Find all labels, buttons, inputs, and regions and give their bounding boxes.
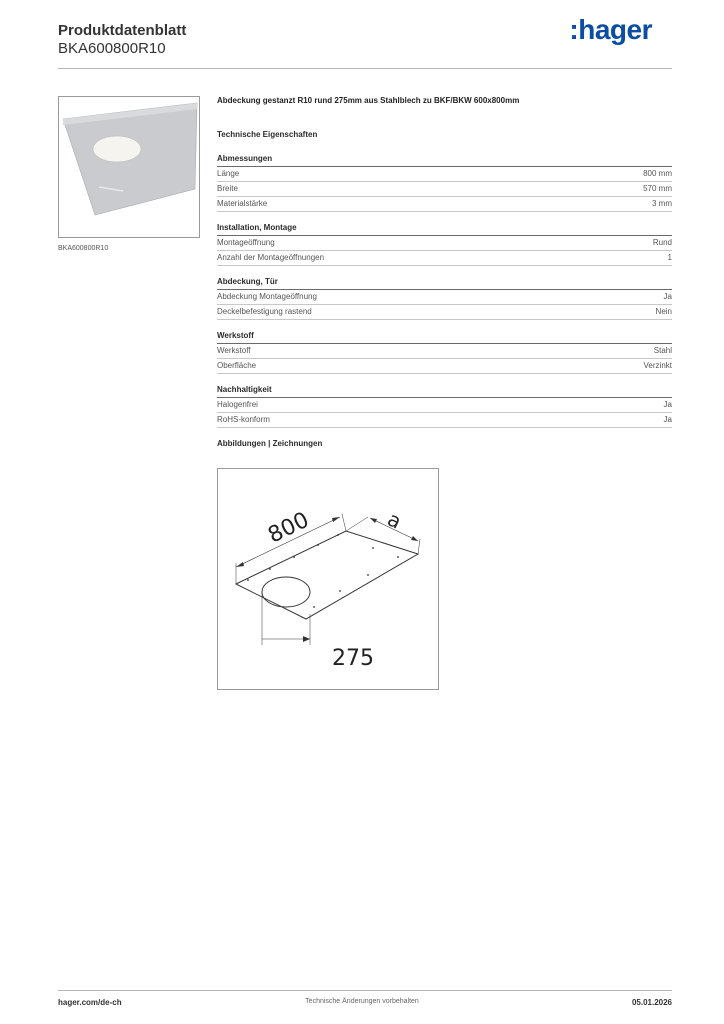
spec-value: 1 [667, 253, 672, 262]
spec-value: 800 mm [643, 169, 672, 178]
spec-group [217, 223, 672, 266]
spec-row [217, 305, 672, 320]
product-description: Abdeckung gestanzt R10 rund 275mm aus Stahlblech zu BKF/BKW 600x800mm [217, 96, 520, 105]
dimension-800-label: 800 [264, 507, 314, 549]
spec-value: Verzinkt [643, 361, 672, 370]
spec-group [217, 277, 672, 320]
spec-value: Ja [663, 292, 672, 301]
technical-drawing [217, 468, 439, 690]
spec-label: Deckelbefestigung rastend [217, 307, 312, 316]
specification-groups [217, 154, 672, 428]
spec-label: Halogenfrei [217, 400, 258, 409]
product-details [217, 96, 672, 449]
spec-label: Anzahl der Montageöffnungen [217, 253, 325, 262]
header-divider [58, 68, 672, 69]
spec-group [217, 385, 672, 428]
spec-group [217, 154, 672, 212]
document-title: Produktdatenblatt [58, 22, 187, 39]
spec-row [217, 413, 672, 428]
spec-row [217, 344, 672, 359]
spec-group [217, 331, 672, 374]
spec-value: Rund [652, 238, 672, 247]
spec-row [217, 182, 672, 197]
dimension-drawing [218, 469, 438, 689]
spec-value: Ja [663, 400, 672, 409]
product-photo-caption: BKA600800R10 [58, 245, 109, 252]
spec-label: Länge [217, 169, 240, 178]
spec-value: Ja [663, 415, 672, 424]
spec-value: Stahl [653, 346, 672, 355]
drawings-heading: Abbildungen | Zeichnungen [217, 439, 323, 448]
footer-notice: Technische Änderungen vorbehalten [305, 998, 419, 1005]
footer-divider [58, 990, 672, 991]
spec-label: Oberfläche [217, 361, 257, 370]
spec-label: Werkstoff [217, 346, 251, 355]
spec-label: Montageöffnung [217, 238, 275, 247]
spec-label: Breite [217, 184, 238, 193]
spec-row [217, 290, 672, 305]
product-photo [58, 96, 200, 238]
footer-date: 05.01.2026 [631, 998, 672, 1007]
spec-group-heading: Werkstoff [217, 331, 672, 344]
spec-group-heading: Nachhaltigkeit [217, 385, 672, 398]
hager-logo: :hager [569, 14, 652, 45]
spec-group-heading: Abmessungen [217, 154, 672, 167]
technical-heading: Technische Eigenschaften [217, 130, 318, 139]
spec-row [217, 251, 672, 266]
spec-label: Materialstärke [217, 199, 268, 208]
spec-row [217, 359, 672, 374]
spec-group-heading: Installation, Montage [217, 223, 672, 236]
spec-value: 3 mm [652, 199, 672, 208]
spec-label: RoHS-konform [217, 415, 270, 424]
dimension-275-label: 275 [332, 646, 374, 671]
spec-group-heading: Abdeckung, Tür [217, 277, 672, 290]
dimension-a-label: a [383, 506, 406, 534]
spec-row [217, 398, 672, 413]
cover-plate-image [59, 97, 199, 237]
footer-website-link[interactable]: hager.com/de-ch [58, 998, 122, 1007]
spec-row [217, 236, 672, 251]
spec-row [217, 197, 672, 212]
spec-label: Abdeckung Montageöffnung [217, 292, 317, 301]
article-number: BKA600800R10 [58, 40, 166, 57]
spec-value: 570 mm [643, 184, 672, 193]
spec-value: Nein [655, 307, 672, 316]
spec-row [217, 167, 672, 182]
